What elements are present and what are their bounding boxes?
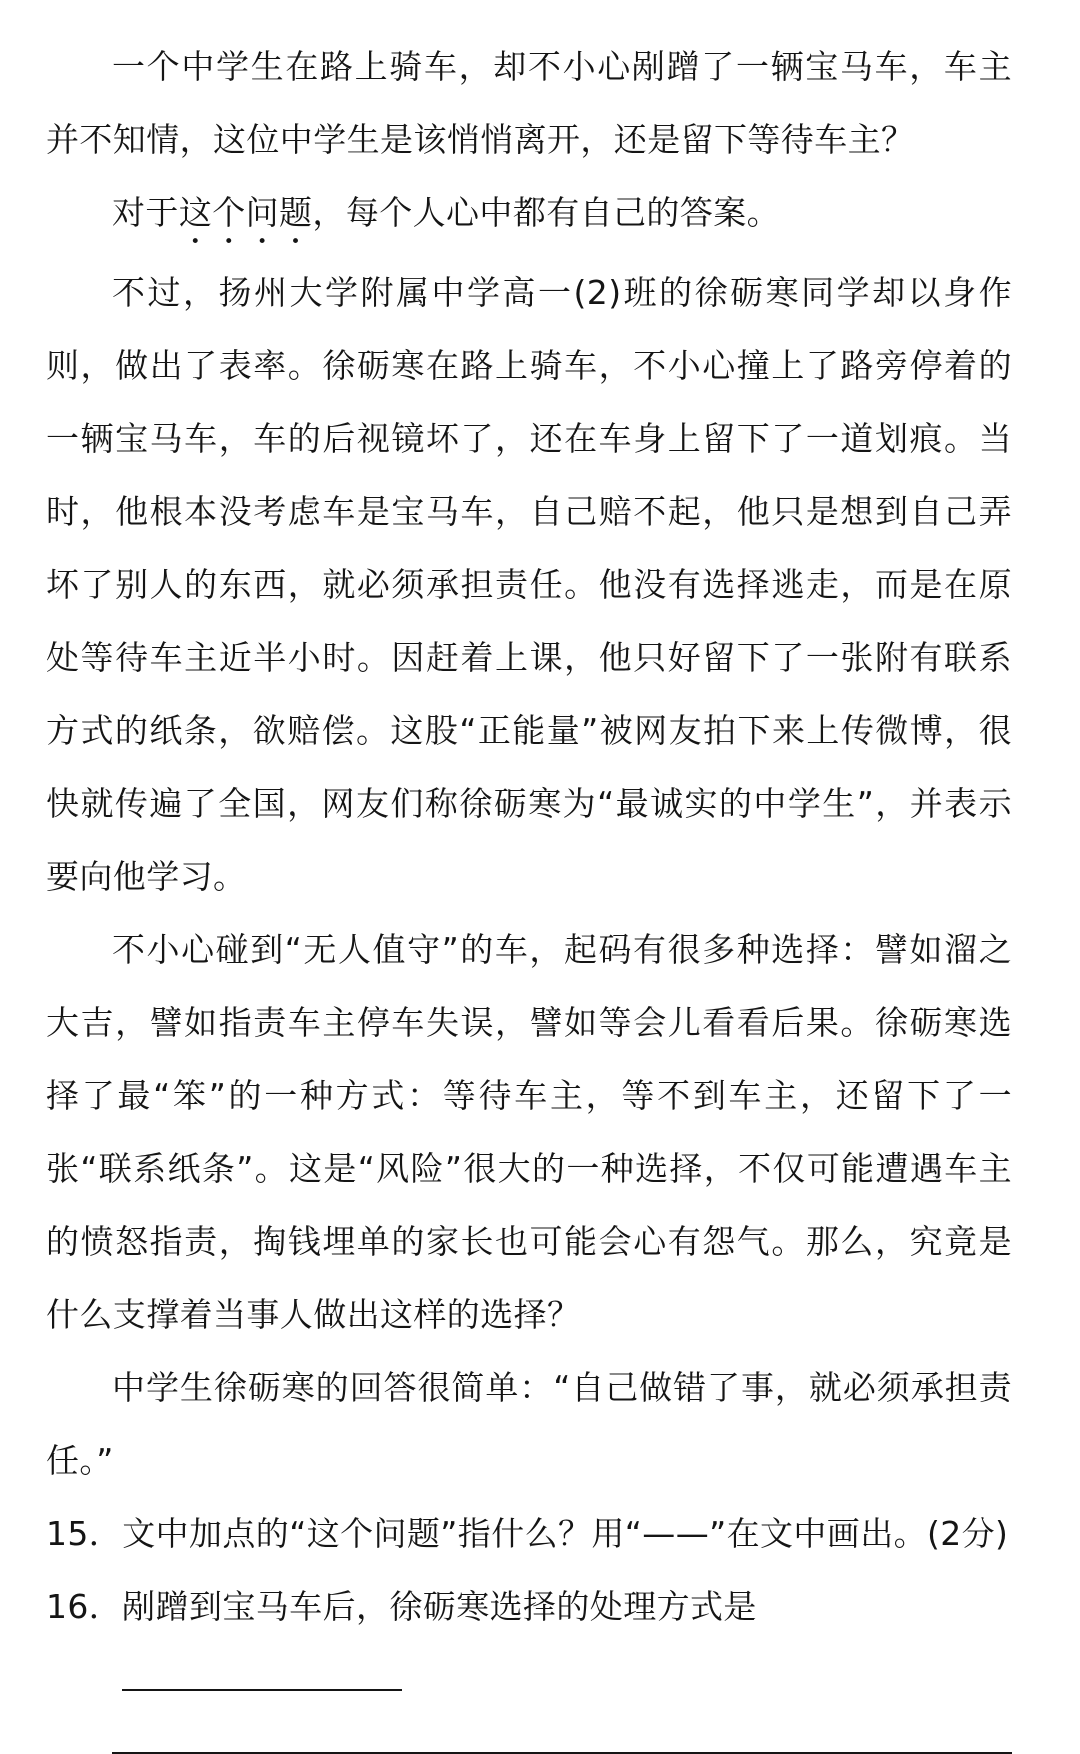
passage-paragraph-5: 中学生徐砺寒的回答很简单：“自己做错了事，就必须承担责任。” xyxy=(46,1368,1012,1480)
question-16 xyxy=(46,1570,1012,1716)
paragraph-2-suffix: ，每个人心中都有自己的答案。 xyxy=(312,193,781,232)
question-number: 16． xyxy=(46,1587,123,1626)
question-text: 文中加点的“这个问题”指什么？用“——”在文中画出。(2分) xyxy=(122,1514,1009,1553)
question-text: 剐蹭到宝马车后，徐砺寒选择的处理方式是 xyxy=(122,1587,757,1626)
passage-paragraph-1: 一个中学生在路上骑车，却不小心剐蹭了一辆宝马车，车主并不知情，这位中学生是该悄悄离开，还是留下等待车主？ xyxy=(46,47,1012,159)
question-text-wrapper xyxy=(122,1570,1012,1716)
passage-paragraph-3: 不过，扬州大学附属中学高一(2)班的徐砺寒同学却以身作则，做出了表率。徐砺寒在路上骑车，不小心撞上了路旁停着的一辆宝马车，车的后视镜坏了，还在车身上留下了一道划痕。当时，他根本没考虑车是宝马车，自己赔不起，他只是想到自己弄坏了别人的东西，就必须承担责任。他没有选择逃走，而是在原处等待车主近半小时。因赶着上课，他只好留下了一张附有联系方式的纸条，欲赔偿。这股“正能量”被网友拍下来上传微博，很快就传遍了全国，网友们称徐砺寒为“最诚实的中学生”，并表示要向他学习。 xyxy=(46,273,1012,896)
dotted-phrase: 这个问题 xyxy=(178,193,313,232)
paragraph-2-prefix: 对于 xyxy=(112,193,179,232)
answer-blank-inline[interactable] xyxy=(122,1659,402,1691)
question-number: 15． xyxy=(46,1514,123,1553)
passage-paragraph-4: 不小心碰到“无人值守”的车，起码有很多种选择：譬如溜之大吉，譬如指责车主停车失误，譬如等会儿看看后果。徐砺寒选择了最“笨”的一种方式：等待车主，等不到车主，还留下了一张“联系纸条”。这是“风险”很大的一种选择，不仅可能遭遇车主的愤怒指责，掏钱埋单的家长也可能会心有怨气。那么，究竟是什么支撑着当事人做出这样的选择？ xyxy=(46,930,1012,1334)
passage-paragraph-2 xyxy=(46,176,1012,252)
question-15 xyxy=(46,1497,1012,1570)
answer-blank-line[interactable] xyxy=(112,1750,1012,1754)
